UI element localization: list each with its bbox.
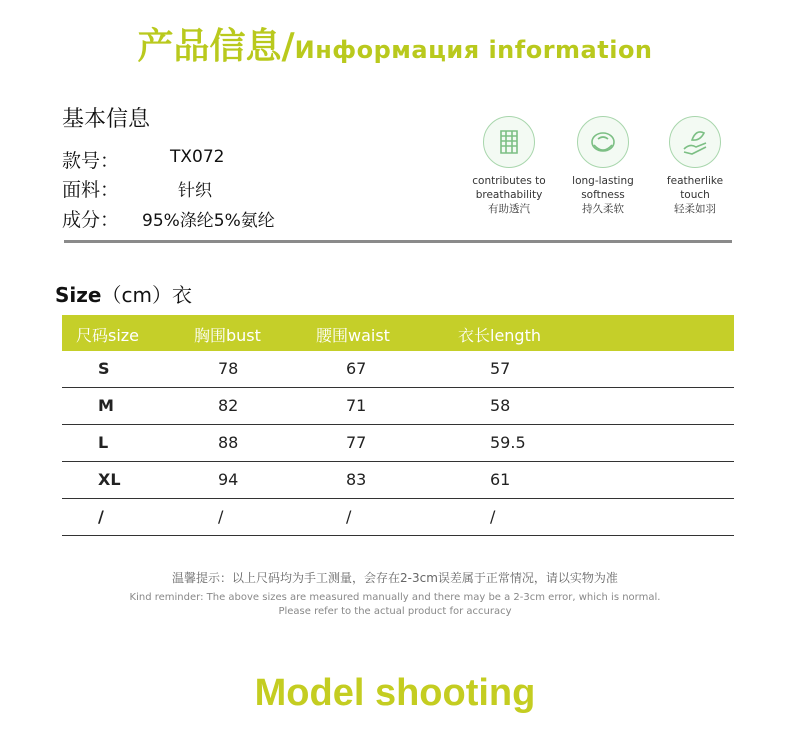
info-value: 针织 <box>178 181 212 201</box>
info-value: TX072 <box>170 147 225 167</box>
header-size: 尺码size <box>76 326 140 345</box>
feature-breathability <box>461 116 557 216</box>
size-heading-unit: （cm）衣 <box>101 283 192 307</box>
info-label: 款号： <box>62 150 120 172</box>
info-label: 面料： <box>62 179 120 201</box>
info-value: 95%涤纶5%氨纶 <box>142 211 275 231</box>
note-en-line2: Please refer to the actual product for accuracy <box>278 606 512 617</box>
info-row-style-no <box>62 146 225 173</box>
size-table <box>62 315 734 536</box>
cell-size: L <box>98 433 109 452</box>
cell-waist: / <box>346 507 352 526</box>
cell-size: S <box>98 359 110 378</box>
title-cn: 产品信息/ <box>137 26 295 67</box>
feature-softness <box>555 116 651 216</box>
cell-length: 59.5 <box>490 433 526 452</box>
note-cn: 温馨提示：以上尺码均为手工测量，会存在2-3cm误差属于正常情况，请以实物为准 <box>172 571 618 585</box>
header-bust: 胸围bust <box>194 326 261 345</box>
feature-cn: 轻柔如羽 <box>674 203 716 215</box>
cell-waist: 83 <box>346 470 367 489</box>
table-row <box>62 499 734 536</box>
cell-size: / <box>98 507 104 526</box>
feature-en-line1: long-lasting <box>572 175 634 187</box>
size-heading-bold: Size <box>55 283 102 307</box>
cell-bust: 94 <box>218 470 239 489</box>
cell-bust: 82 <box>218 396 239 415</box>
cell-bust: / <box>218 507 224 526</box>
basic-info-heading: 基本信息 <box>62 107 151 132</box>
note-en-line1: Kind reminder: The above sizes are measured manually and there may be a 2-3cm error, which is normal. <box>129 592 661 603</box>
feature-en-line1: featherlike <box>666 175 724 187</box>
soft-shell-icon <box>577 116 629 168</box>
cell-length: / <box>490 507 496 526</box>
cell-length: 57 <box>490 359 511 378</box>
page-title <box>0 18 790 69</box>
table-row <box>62 425 734 462</box>
feature-cn: 有助透汽 <box>488 203 530 215</box>
model-shooting-title: Model shooting <box>254 672 536 714</box>
fabric-weave-icon <box>483 116 535 168</box>
feature-en-line2: touch <box>680 189 710 201</box>
header-length: 衣长length <box>458 326 542 345</box>
feature-en-line1: contributes to <box>472 175 546 187</box>
table-header <box>62 315 734 351</box>
feature-touch <box>647 116 743 216</box>
info-label: 成分： <box>62 209 120 231</box>
table-row <box>62 462 734 499</box>
feature-cn: 持久柔软 <box>582 203 624 215</box>
cell-bust: 78 <box>218 359 239 378</box>
cell-waist: 71 <box>346 396 367 415</box>
info-row-composition <box>62 205 275 232</box>
feature-en-line2: softness <box>581 189 625 201</box>
cell-waist: 67 <box>346 359 367 378</box>
info-row-fabric <box>62 175 212 202</box>
cell-length: 61 <box>490 470 511 489</box>
table-row <box>62 351 734 388</box>
cell-waist: 77 <box>346 433 367 452</box>
size-heading <box>55 279 192 308</box>
cell-bust: 88 <box>218 433 239 452</box>
cell-size: M <box>98 396 114 415</box>
feature-en-line2: breathability <box>475 189 543 201</box>
cell-size: XL <box>98 470 121 489</box>
title-sub: Информация information <box>294 36 653 64</box>
cell-length: 58 <box>490 396 511 415</box>
info-divider <box>64 240 732 243</box>
table-row <box>62 388 734 425</box>
hand-feather-icon <box>669 116 721 168</box>
header-waist: 腰围waist <box>316 326 390 345</box>
